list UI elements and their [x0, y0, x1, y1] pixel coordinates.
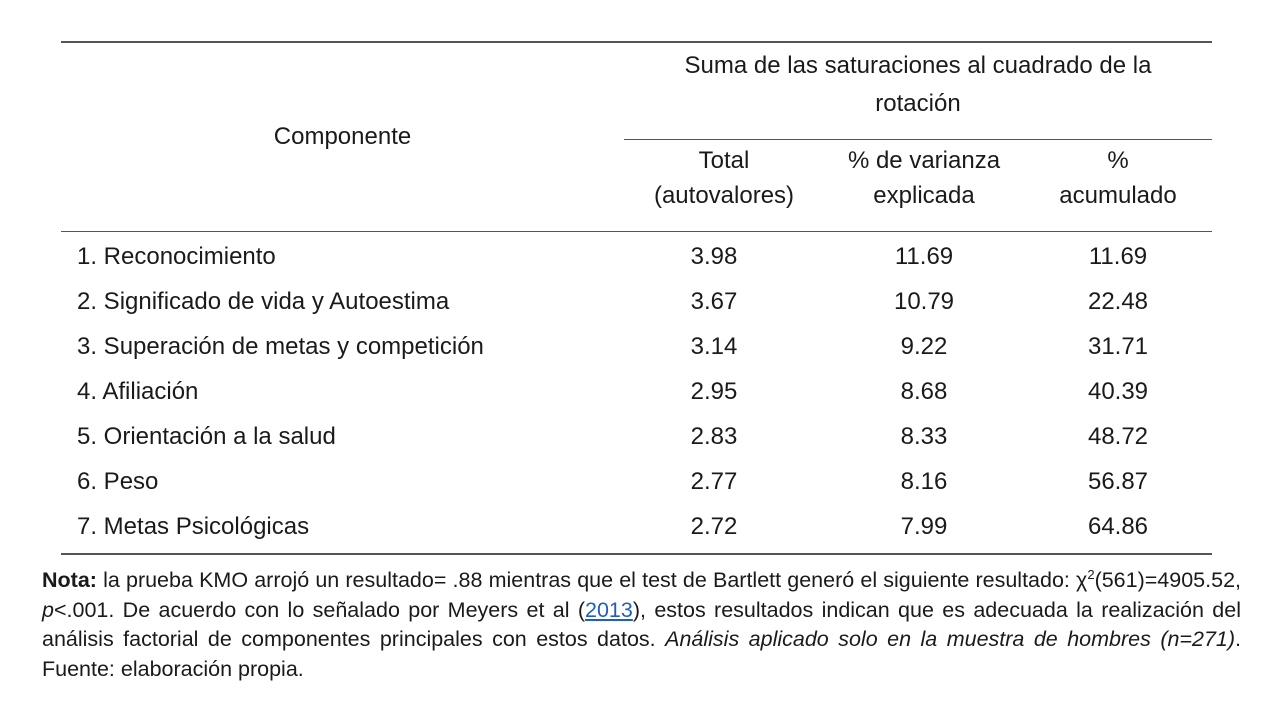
note-label: Nota: — [42, 568, 97, 592]
table-row — [61, 504, 1212, 554]
row-varianza: 11.69 — [894, 243, 954, 270]
table-row — [61, 232, 1212, 280]
row-varianza: 8.33 — [900, 423, 948, 450]
row-total: 2.72 — [690, 513, 738, 540]
row-acumulado: 56.87 — [1087, 468, 1149, 495]
row-acumulado: 40.39 — [1087, 378, 1149, 405]
row-varianza: 10.79 — [893, 288, 955, 315]
row-component-name: 5. Orientación a la salud — [77, 423, 336, 450]
row-acumulado: 22.48 — [1087, 288, 1149, 315]
row-acumulado: 11.69 — [1088, 243, 1148, 270]
table-note — [42, 566, 1241, 684]
note-text-1: la prueba KMO arrojó un resultado= .88 mientras que el test de Bartlett generó el siguiente resultado: χ — [96, 568, 1088, 592]
table-row — [61, 279, 1212, 324]
note-text-4: ), estos resultados indican que es adecuada la realización del análisis factorial de componentes principales con estos datos. — [42, 597, 1242, 651]
note-p-italic: p — [42, 597, 54, 622]
table-row — [61, 369, 1212, 414]
row-total: 2.95 — [690, 378, 738, 405]
header-varianza-line1: % de varianza — [847, 147, 1001, 174]
note-superscript: 2 — [1087, 566, 1095, 582]
row-total: 2.77 — [690, 468, 738, 495]
row-component-name: 7. Metas Psicológicas — [77, 513, 310, 540]
header-varianza-line2: explicada — [873, 182, 975, 209]
results-table-container — [61, 41, 1212, 555]
row-acumulado: 64.86 — [1087, 513, 1149, 540]
header-group-saturaciones — [624, 42, 1212, 140]
table-row — [61, 459, 1212, 504]
header-total — [624, 140, 824, 232]
row-component-name: 4. Afiliación — [77, 378, 199, 405]
note-text-2: (561)=4905.52, — [1094, 568, 1241, 592]
header-total-line2: (autovalores) — [653, 182, 795, 209]
row-varianza: 8.68 — [900, 378, 948, 405]
note-text-3: <.001. De acuerdo con lo señalado por Meyers et al ( — [53, 597, 585, 622]
row-component-name: 3. Superación de metas y competición — [77, 333, 484, 360]
row-total: 2.83 — [690, 423, 738, 450]
note-italic-sentence: Análisis aplicado solo en la muestra de hombres (n=271) — [665, 627, 1236, 651]
factor-analysis-table — [61, 41, 1212, 555]
header-total-line1: Total — [698, 147, 750, 174]
header-acumulado-line2: acumulado — [1059, 182, 1177, 209]
table-row — [61, 414, 1212, 459]
citation-link-2013[interactable]: 2013 — [585, 597, 633, 622]
header-componente: Componente — [61, 42, 624, 232]
note-text-5: . Fuente: elaboración propia. — [42, 627, 1242, 681]
row-varianza: 9.22 — [900, 333, 948, 360]
header-varianza — [824, 140, 1024, 232]
row-component-name: 2. Significado de vida y Autoestima — [77, 288, 450, 315]
header-acumulado — [1024, 140, 1212, 232]
row-varianza: 8.16 — [900, 468, 948, 495]
row-varianza: 7.99 — [900, 513, 948, 540]
row-total: 3.14 — [690, 333, 738, 360]
header-acumulado-line1: % — [1107, 147, 1129, 174]
table-row — [61, 324, 1212, 369]
row-total: 3.98 — [690, 243, 738, 270]
row-total: 3.67 — [690, 288, 738, 315]
row-component-name: 1. Reconocimiento — [77, 243, 276, 270]
row-acumulado: 48.72 — [1087, 423, 1149, 450]
header-group-label: Suma de las saturaciones al cuadrado de la rotación — [684, 52, 1152, 117]
row-acumulado: 31.71 — [1087, 333, 1149, 360]
row-component-name: 6. Peso — [77, 468, 159, 495]
